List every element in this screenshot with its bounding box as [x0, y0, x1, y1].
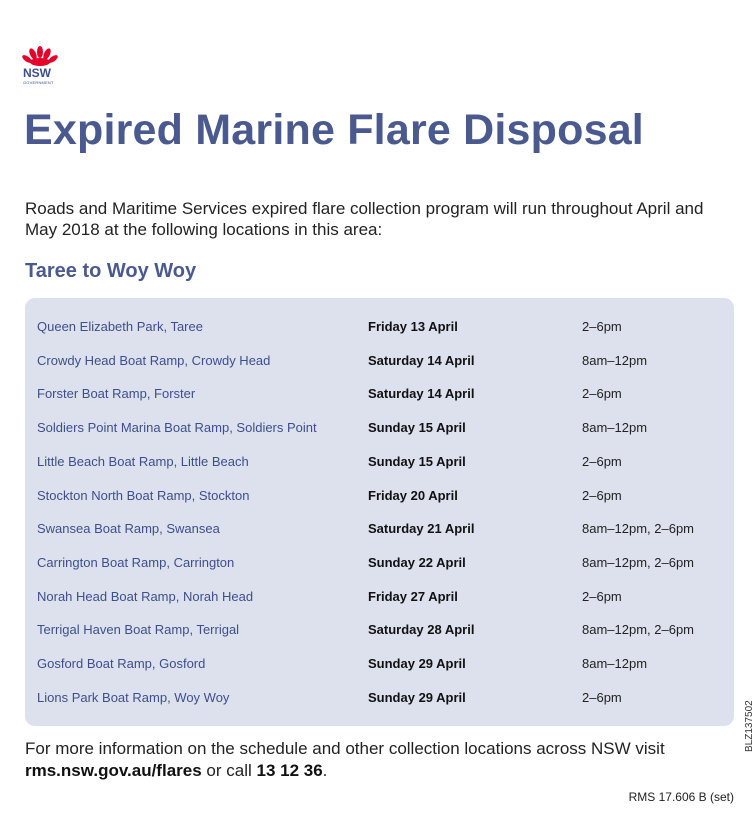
table-row — [25, 317, 734, 337]
time-cell: 8am–12pm — [582, 420, 648, 436]
date-cell: Friday 20 April — [368, 487, 458, 503]
date-cell: Sunday 29 April — [368, 689, 466, 705]
reference-number: RMS 17.606 B (set) — [628, 790, 734, 804]
time-cell: 2–6pm — [582, 689, 622, 705]
footer-info — [25, 738, 715, 782]
table-row — [25, 452, 734, 472]
date-cell: Sunday 15 April — [368, 420, 466, 436]
document-code: BLZ137502 — [744, 700, 755, 752]
location-cell: Queen Elizabeth Park, Taree — [37, 319, 203, 334]
table-row — [25, 553, 734, 573]
location-cell: Terrigal Haven Boat Ramp, Terrigal — [37, 622, 240, 638]
time-cell: 2–6pm — [582, 319, 622, 334]
time-cell: 2–6pm — [582, 487, 622, 503]
time-cell: 8am–12pm, 2–6pm — [582, 622, 695, 638]
phone-number[interactable]: 13 12 36 — [256, 761, 323, 780]
location-cell: Lions Park Boat Ramp, Woy Woy — [37, 689, 230, 705]
region-heading: Taree to Woy Woy — [25, 260, 197, 282]
table-row — [25, 418, 734, 438]
date-cell: Saturday 28 April — [368, 622, 475, 638]
time-cell: 8am–12pm — [582, 656, 648, 671]
location-cell: Forster Boat Ramp, Forster — [37, 386, 196, 402]
table-row — [25, 688, 734, 708]
location-cell: Soldiers Point Marina Boat Ramp, Soldiers Point — [37, 420, 317, 436]
logo-subtext: GOVERNMENT — [23, 80, 54, 85]
location-cell: Gosford Boat Ramp, Gosford — [37, 656, 206, 671]
footer-text-middle: or call — [201, 761, 257, 780]
table-row — [25, 587, 734, 607]
location-cell: Stockton North Boat Ramp, Stockton — [37, 487, 250, 503]
date-cell: Saturday 21 April — [368, 521, 475, 537]
schedule-table — [25, 298, 734, 726]
location-cell: Swansea Boat Ramp, Swansea — [37, 521, 220, 537]
time-cell: 2–6pm — [582, 453, 622, 469]
time-cell: 2–6pm — [582, 386, 622, 402]
date-cell: Friday 27 April — [368, 588, 458, 604]
time-cell: 8am–12pm — [582, 352, 648, 368]
table-row — [25, 519, 734, 539]
intro-paragraph: Roads and Maritime Services expired flare collection program will run throughout April and May 2018 at the following locations in this area: — [25, 199, 704, 239]
table-row — [25, 384, 734, 404]
page-title: Expired Marine Flare Disposal — [24, 106, 644, 154]
date-cell: Sunday 29 April — [368, 656, 466, 671]
nsw-government-logo — [22, 46, 62, 90]
time-cell: 8am–12pm, 2–6pm — [582, 521, 695, 537]
location-cell: Norah Head Boat Ramp, Norah Head — [37, 588, 254, 604]
waratah-icon — [22, 46, 58, 68]
footer-text-before: For more information on the schedule and other collection locations across NSW visit — [25, 739, 665, 758]
time-cell: 2–6pm — [582, 588, 622, 604]
table-row — [25, 654, 734, 674]
date-cell: Sunday 15 April — [368, 453, 466, 469]
date-cell: Saturday 14 April — [368, 386, 475, 402]
location-cell: Carrington Boat Ramp, Carrington — [37, 554, 235, 570]
location-cell: Crowdy Head Boat Ramp, Crowdy Head — [37, 352, 271, 368]
date-cell: Saturday 14 April — [368, 352, 475, 368]
location-cell: Little Beach Boat Ramp, Little Beach — [37, 453, 249, 469]
time-cell: 8am–12pm, 2–6pm — [582, 554, 695, 570]
table-row — [25, 351, 734, 371]
table-row — [25, 486, 734, 506]
date-cell: Sunday 22 April — [368, 554, 466, 570]
website-link[interactable]: rms.nsw.gov.au/flares — [25, 761, 202, 780]
date-cell: Friday 13 April — [368, 319, 458, 334]
logo-brand-text: NSW — [23, 66, 51, 80]
table-row — [25, 620, 734, 640]
footer-text-after: . — [322, 761, 328, 780]
